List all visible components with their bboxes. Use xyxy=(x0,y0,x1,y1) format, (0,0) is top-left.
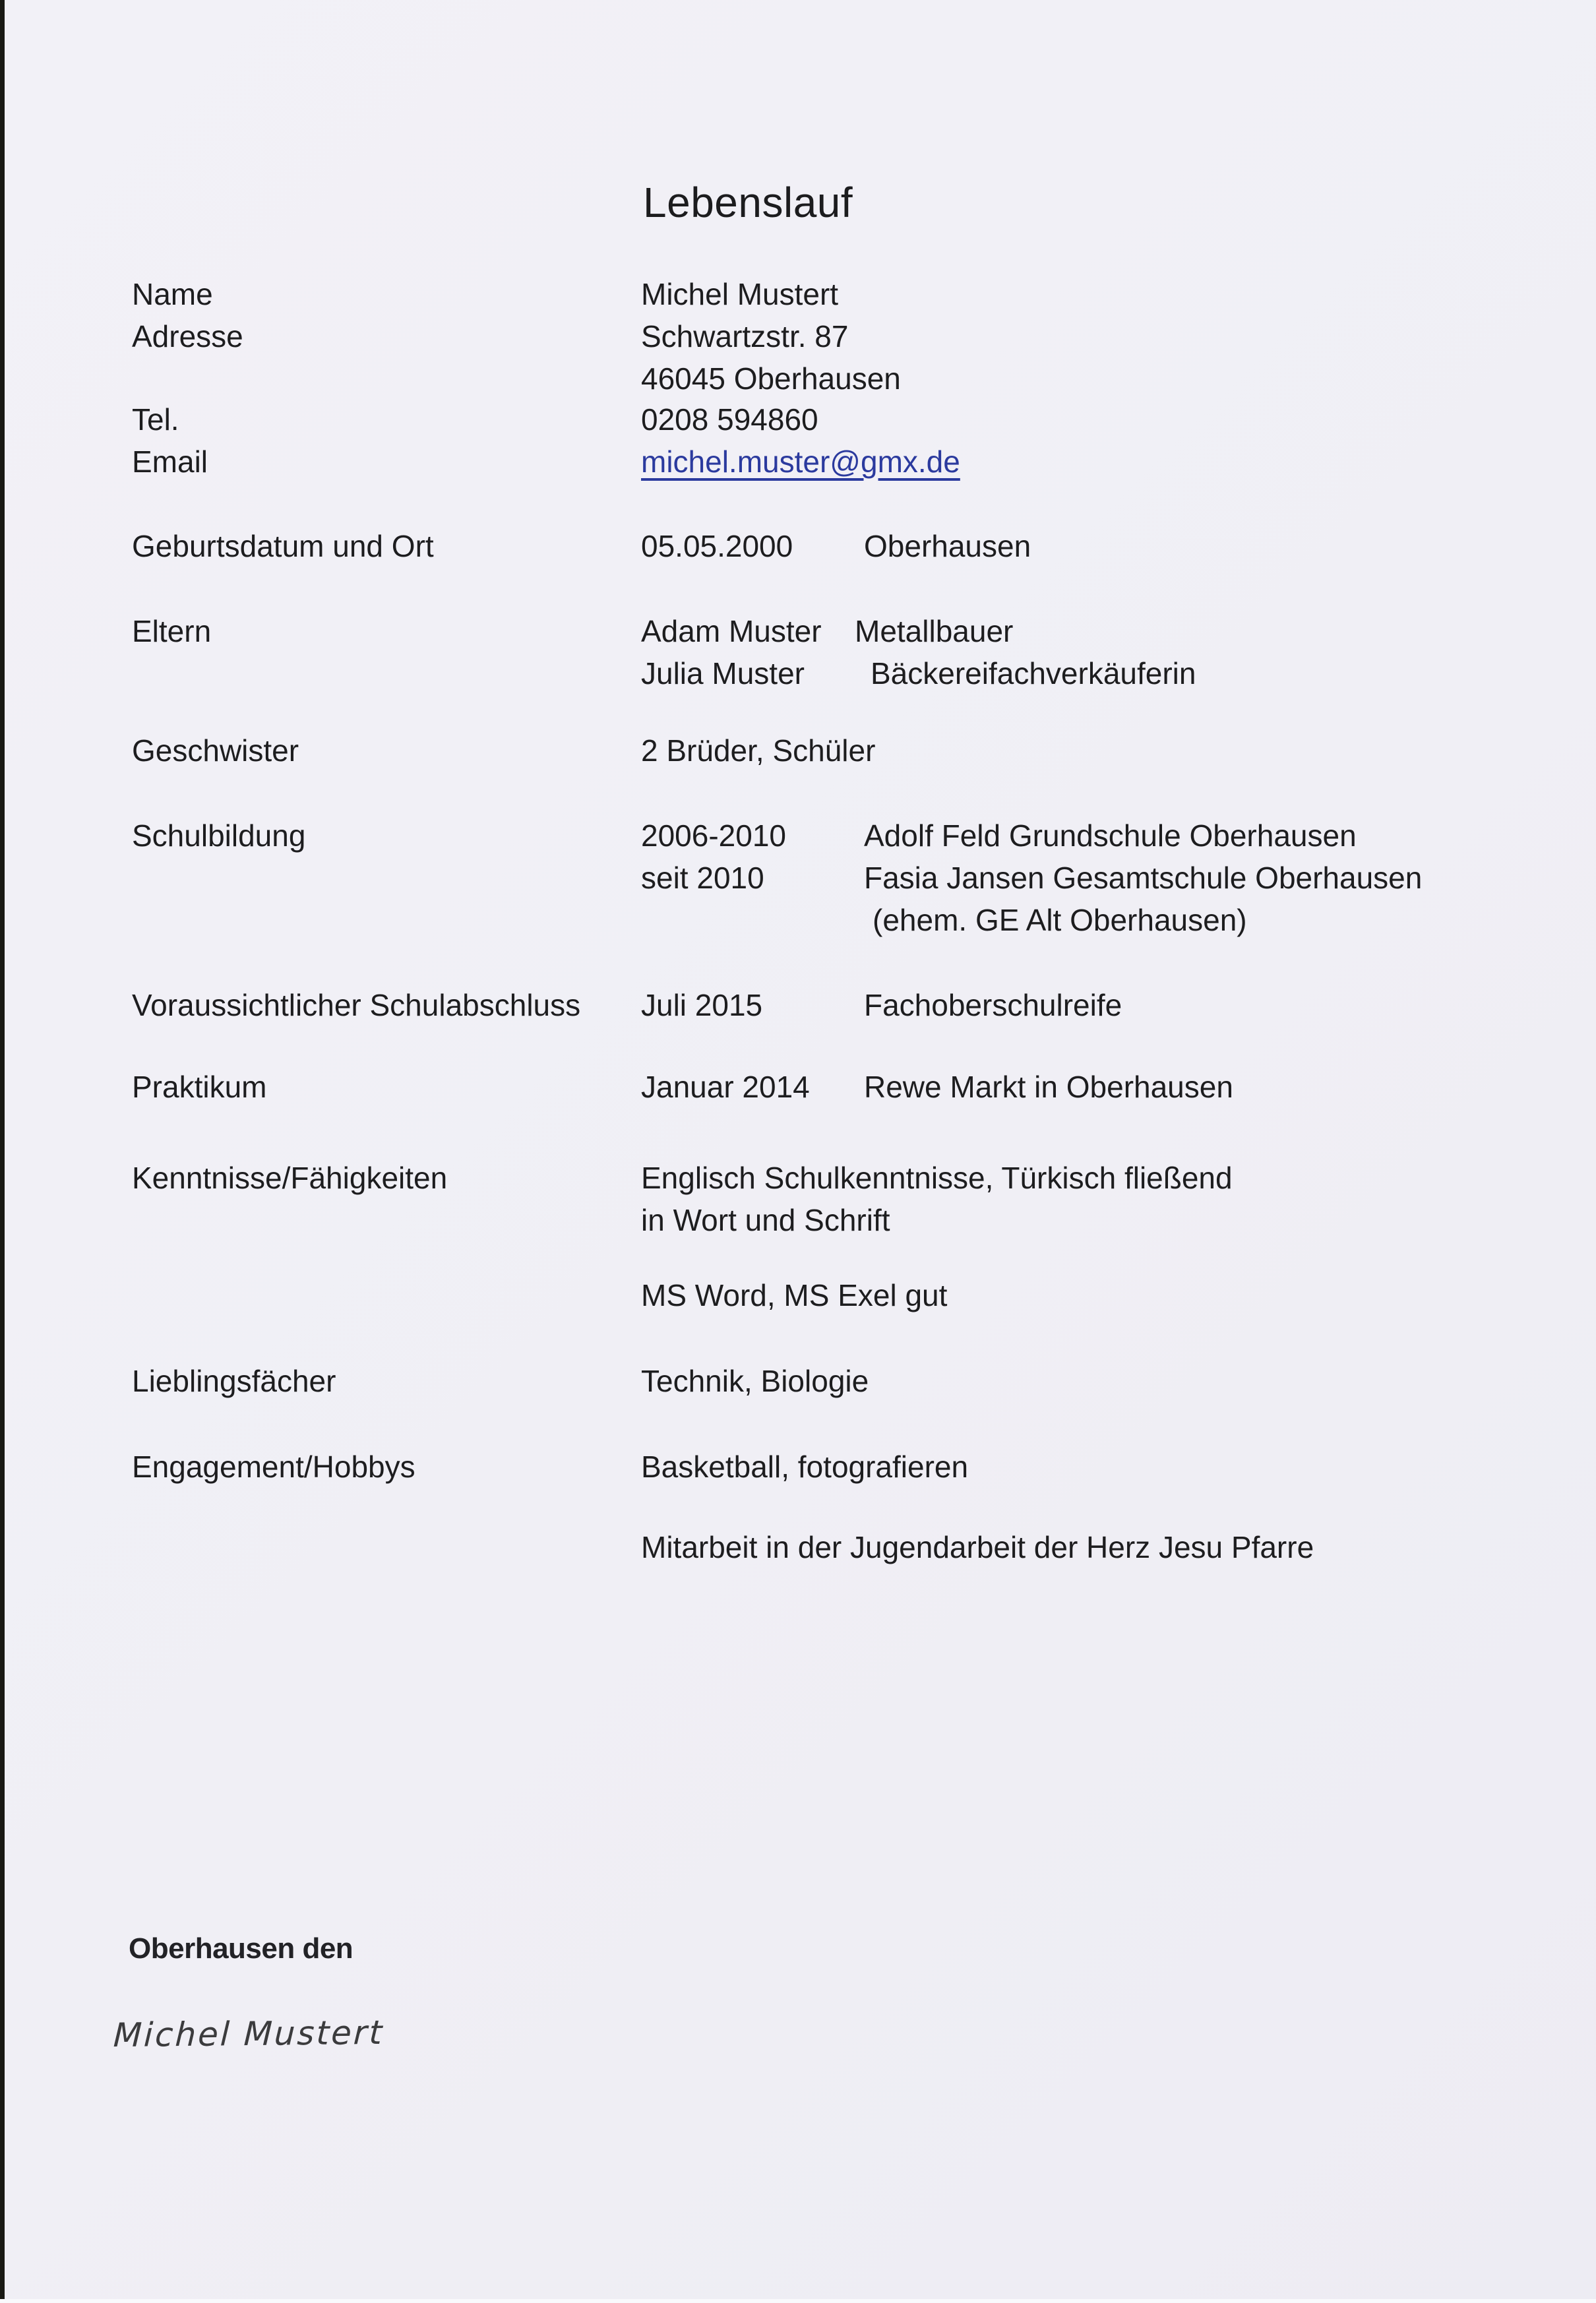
name-label: Name xyxy=(132,277,213,311)
internship-value: Rewe Markt in Oberhausen xyxy=(864,1070,1233,1104)
skills-line-3: MS Word, MS Exel gut xyxy=(641,1278,948,1312)
education-label: Schulbildung xyxy=(132,818,306,853)
favorites-label: Lieblingsfächer xyxy=(132,1364,336,1398)
address-city: 46045 Oberhausen xyxy=(641,361,901,396)
signature: Michel Mustert xyxy=(112,2013,385,2055)
birth-date: 05.05.2000 xyxy=(641,529,793,563)
skills-line-1: Englisch Schulkenntnisse, Türkisch fließend xyxy=(641,1161,1233,1195)
tel-label: Tel. xyxy=(132,402,179,437)
education-period-2: seit 2010 xyxy=(641,861,764,895)
skills-line-2: in Wort und Schrift xyxy=(641,1203,890,1237)
internship-date: Januar 2014 xyxy=(641,1070,810,1104)
birth-place: Oberhausen xyxy=(864,529,1031,563)
email-label: Email xyxy=(132,445,208,479)
graduation-label: Voraussichtlicher Schulabschluss xyxy=(132,988,581,1022)
email-link[interactable]: michel.muster@gmx.de xyxy=(641,445,960,479)
hobbies-extra: Mitarbeit in der Jugendarbeit der Herz Jesu Pfarre xyxy=(641,1530,1314,1564)
favorites-value: Technik, Biologie xyxy=(641,1364,869,1398)
education-note: (ehem. GE Alt Oberhausen) xyxy=(873,903,1247,937)
hobbies-value: Basketball, fotografieren xyxy=(641,1450,969,1484)
education-school-1: Adolf Feld Grundschule Oberhausen xyxy=(864,818,1357,853)
tel-value: 0208 594860 xyxy=(641,402,818,437)
address-label: Adresse xyxy=(132,319,243,353)
graduation-value: Fachoberschulreife xyxy=(864,988,1122,1022)
graduation-date: Juli 2015 xyxy=(641,988,763,1022)
siblings-value: 2 Brüder, Schüler xyxy=(641,733,876,768)
father-name: Adam Muster xyxy=(641,614,822,648)
name-value: Michel Mustert xyxy=(641,277,839,311)
siblings-label: Geschwister xyxy=(132,733,299,768)
internship-label: Praktikum xyxy=(132,1070,267,1104)
birth-label: Geburtsdatum und Ort xyxy=(132,529,434,563)
page-title: Lebenslauf xyxy=(643,179,853,226)
mother-job: Bäckereifachverkäuferin xyxy=(871,656,1196,691)
education-period-1: 2006-2010 xyxy=(641,818,786,853)
skills-label: Kenntnisse/Fähigkeiten xyxy=(132,1161,448,1195)
scan-edge-left xyxy=(0,0,5,2303)
scan-edge-bottom xyxy=(0,2299,1596,2303)
mother-name: Julia Muster xyxy=(641,656,805,691)
father-job: Metallbauer xyxy=(855,614,1014,648)
footer-place-date: Oberhausen den xyxy=(129,1932,353,1965)
hobbies-label: Engagement/Hobbys xyxy=(132,1450,415,1484)
address-street: Schwartzstr. 87 xyxy=(641,319,849,353)
parents-label: Eltern xyxy=(132,614,212,648)
education-school-2: Fasia Jansen Gesamtschule Oberhausen xyxy=(864,861,1423,895)
